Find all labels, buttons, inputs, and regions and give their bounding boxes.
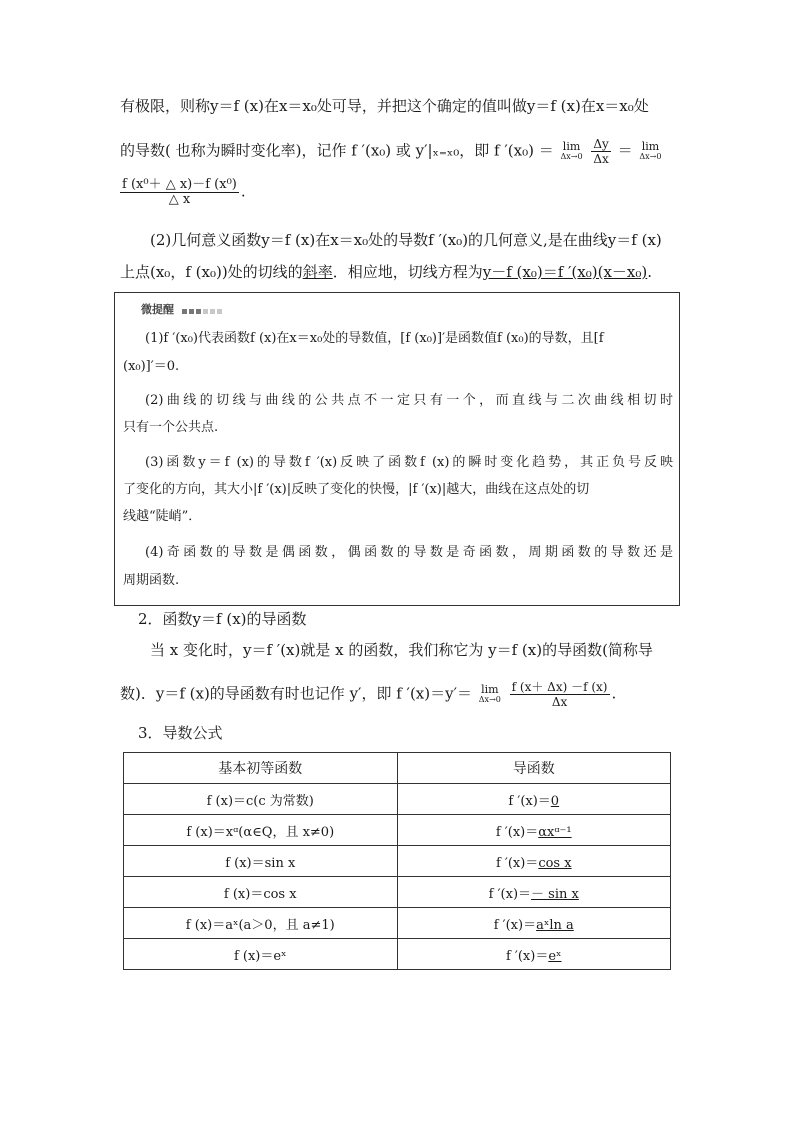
table-row (124, 784, 671, 815)
derivative-prefix: f ′(x)＝ (505, 948, 549, 964)
table-row (124, 939, 671, 970)
fraction-denominator: △ x (168, 192, 191, 207)
table-row (124, 815, 671, 846)
fraction-dy-dx (591, 137, 610, 166)
table-row (124, 908, 671, 939)
table-cell-derivative (397, 846, 671, 877)
table-cell-function: f (x)＝xᵅ(α∈Q，且 x≠0) (124, 815, 398, 846)
fraction-denominator: Δx (593, 152, 609, 166)
table-header-row (124, 753, 671, 784)
equals-sign: ＝ (617, 141, 633, 160)
paragraph-1-line-3 (118, 178, 246, 207)
limit-subscript: Δx→0 (478, 695, 501, 704)
limit-symbol-2 (639, 142, 661, 161)
table-cell-derivative (397, 939, 671, 970)
limit-label: lim (562, 140, 581, 153)
derivative-prefix: f ′(x)＝ (488, 886, 532, 902)
table-cell-function: f (x)＝eˣ (124, 939, 398, 970)
section-2-text: 数)．y＝f (x)的导函数有时也记作 y′，即 f ′(x)＝y′＝ (120, 684, 472, 703)
paragraph-2-text: 上点(x₀，f (x₀))处的切线的 (120, 263, 303, 281)
note-line-4: 只有一个公共点. (123, 420, 219, 435)
limit-label: lim (481, 683, 499, 696)
limit-subscript: Δx→0 (560, 152, 583, 161)
table-cell-function: f (x)＝aˣ(a＞0，且 a≠1) (124, 908, 398, 939)
derivative-formula-table (123, 752, 671, 970)
derivative-prefix: f ′(x)＝ (495, 855, 539, 871)
derivative-prefix: f ′(x)＝ (495, 824, 539, 840)
paragraph-1-line-2-text: 的导数( 也称为瞬时变化率)，记作 f ′(x₀) 或 y′|ₓ₌ₓ₀，即 f ′(x₀) ＝ (120, 141, 554, 160)
period: . (647, 263, 653, 281)
derivative-answer: αxᵅ⁻¹ (538, 824, 572, 840)
section-2-line-2 (120, 680, 616, 709)
table-header: 导函数 (397, 753, 671, 784)
period: . (240, 182, 246, 201)
table-row (124, 877, 671, 908)
derivative-answer: 0 (550, 793, 560, 809)
tangent-equation-answer: y－f (x₀)＝f ′(x₀)(x－x₀) (482, 263, 648, 281)
table-cell-function: f (x)＝cos x (124, 877, 398, 908)
derivative-answer: cos x (538, 855, 572, 871)
paragraph-2-line-2 (120, 261, 652, 283)
derivative-answer: － sin x (531, 886, 579, 902)
derivative-answer: aˣln a (536, 917, 574, 933)
table-header: 基本初等函数 (124, 753, 398, 784)
note-title-text: 微提醒 (141, 303, 174, 316)
table-row (124, 846, 671, 877)
table-cell-function: f (x)＝sin x (124, 846, 398, 877)
slope-answer: 斜率 (302, 263, 333, 281)
note-line-1: (1)f ′(x₀)代表函数f (x)在x＝x₀处的导数值，[f (x₀)]′是函数值f (x₀)的导数，且[f (145, 331, 604, 346)
table-cell-function: f (x)＝c(c 为常数) (124, 784, 398, 815)
fraction-numerator: Δy (593, 137, 609, 151)
table-cell-derivative (397, 784, 671, 815)
derivative-prefix: f ′(x)＝ (508, 793, 551, 809)
limit-symbol (560, 142, 582, 161)
note-line-6: 了变化的方向，其大小|f ′(x)|反映了变化的快慢，|f ′(x)|越大，曲线在这点处的切 (123, 482, 590, 497)
paragraph-2-line-1: (2)几何意义函数y＝f (x)在x＝x₀处的导数f ′(x₀)的几何意义,是在曲线y＝f (x) (150, 231, 662, 249)
fraction-denominator: Δx (551, 695, 568, 709)
limit-subscript: Δx→0 (639, 152, 662, 161)
note-line-2: (x₀)]′＝0. (123, 359, 180, 374)
section-3-heading: 3．导数公式 (138, 724, 223, 742)
limit-symbol-3 (479, 685, 501, 704)
decorative-squares-icon (182, 304, 224, 317)
note-line-5: (3)函数y＝f (x)的导数f ′(x)反映了函数f (x)的瞬时变化趋势，其正负号反映 (145, 455, 673, 470)
derivative-prefix: f ′(x)＝ (493, 917, 537, 933)
section-2-line-1: 当 x 变化时，y＝f ′(x)就是 x 的函数，我们称它为 y＝f (x)的导函数(简称导 (150, 641, 653, 659)
note-line-9: 周期函数. (123, 573, 180, 588)
table-cell-derivative (397, 815, 671, 846)
paragraph-2-text-mid: ．相应地，切线方程为 (332, 263, 483, 281)
section-2-heading: 2．函数y＝f (x)的导函数 (138, 610, 307, 628)
fraction-numerator: f (x⁰＋ △ x)－f (x⁰) (122, 177, 237, 192)
limit-label: lim (641, 140, 660, 153)
fraction-numerator: f (x＋ Δx) －f (x) (511, 680, 608, 694)
note-line-7: 线越“陡峭”． (123, 509, 202, 524)
derivative-answer: eˣ (548, 948, 562, 964)
paragraph-1-line-1: 有极限，则称y＝f (x)在x＝x₀处可导，并把这个确定的值叫做y＝f (x)在x＝x₀处 (120, 97, 649, 115)
difference-quotient-fraction (120, 178, 239, 207)
derivative-definition-fraction (510, 680, 610, 709)
period: . (611, 684, 617, 703)
note-line-3: (2)曲线的切线与曲线的公共点不一定只有一个，而直线与二次曲线相切时 (145, 393, 673, 408)
note-line-8: (4)奇函数的导数是偶函数，偶函数的导数是奇函数，周期函数的导数还是 (145, 545, 673, 560)
note-title (141, 301, 224, 317)
note-box (114, 292, 680, 606)
paragraph-1-line-2 (120, 137, 663, 166)
table-cell-derivative (397, 908, 671, 939)
table-cell-derivative (397, 877, 671, 908)
